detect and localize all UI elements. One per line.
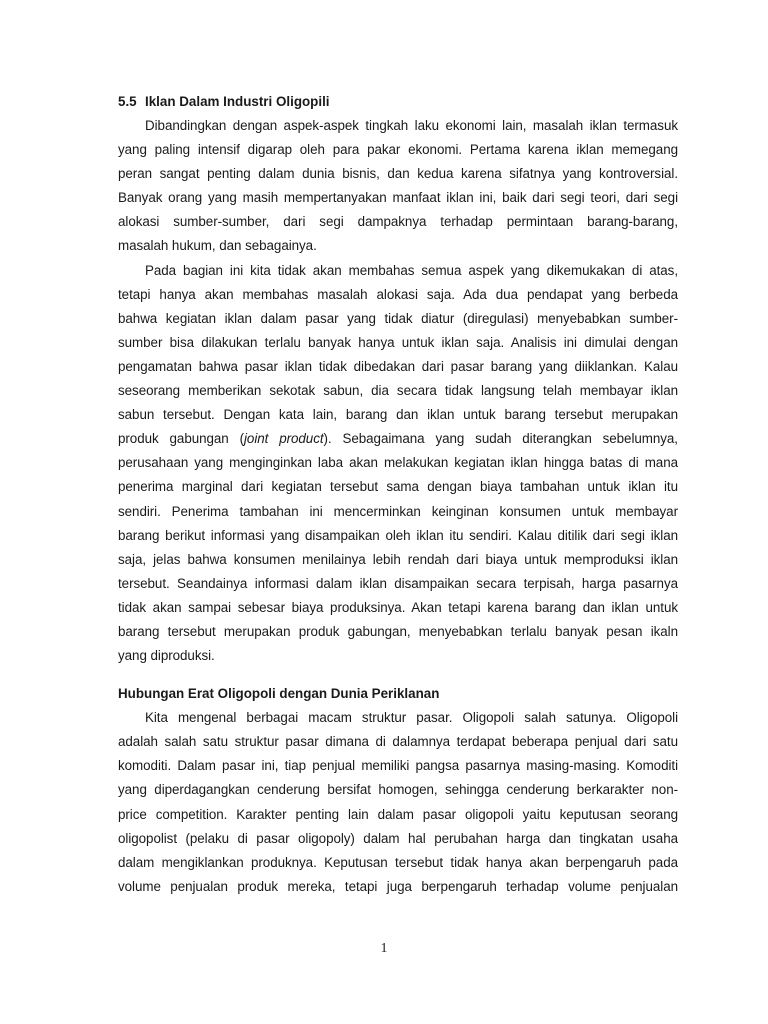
section-heading-5-5 bbox=[118, 90, 678, 114]
text-line: alokasi sumber-sumber, dari segi dampaknya terhadap permintaan barang-barang, bbox=[118, 214, 678, 230]
text-line: tidak akan sampai sebesar biaya produksinya. Akan tetapi karena barang dan iklan untuk bbox=[118, 599, 678, 615]
text-line: tersebut. Seandainya informasi dalam iklan disampaikan secara terpisah, harga pasarnya bbox=[118, 575, 678, 591]
text-line: adalah salah satu struktur pasar dimana di dalamnya terdapat beberapa penjual dari satu bbox=[118, 734, 678, 750]
paragraph-1 bbox=[118, 114, 678, 259]
section-heading-oligopoli: Hubungan Erat Oligopoli dengan Dunia Periklanan bbox=[118, 686, 440, 702]
paragraph-2 bbox=[118, 259, 678, 669]
text-line: penerima marginal dari kegiatan tersebut sama dengan biaya tambahan untuk iklan itu bbox=[118, 479, 678, 495]
text-line: sumber bisa dilakukan terlalu banyak hanya untuk iklan saja. Analisis ini dimulai dengan bbox=[118, 334, 678, 350]
italic-term: joint product bbox=[244, 431, 324, 447]
text-line: oligopolist (pelaku di pasar oligopoly) dalam hal perubahan harga dan tingkatan usaha bbox=[118, 830, 678, 846]
text-line: yang paling intensif digarap oleh para pakar ekonomi. Pertama karena iklan memegang bbox=[118, 142, 678, 158]
text-line: barang berikut informasi yang disampaikan oleh iklan itu sendiri. Kalau ditilik dari segi iklan bbox=[118, 527, 678, 543]
text-line: dalam mengiklankan produknya. Keputusan tersebut tidak hanya akan berpengaruh pada bbox=[118, 854, 678, 870]
text-line: volume penjualan produk mereka, tetapi juga berpengaruh terhadap volume penjualan bbox=[118, 878, 678, 894]
spacer bbox=[118, 668, 678, 682]
text-line: yang diperdagangkan cenderung bersifat homogen, sehingga cenderung berkarakter non- bbox=[118, 782, 678, 798]
text-line: Kita mengenal berbagai macam struktur pasar. Oligopoli salah satunya. Oligopoli bbox=[145, 710, 678, 726]
text-line: seseorang memberikan sekotak sabun, dia secara tidak langsung telah membayar iklan bbox=[118, 383, 678, 399]
text-line: perusahaan yang menginginkan laba akan melakukan kegiatan iklan hingga batas di mana bbox=[118, 455, 678, 471]
text-line-mixed bbox=[118, 427, 678, 451]
section-number: 5.5 bbox=[118, 94, 137, 109]
text-line: Banyak orang yang masih mempertanyakan manfaat iklan ini, baik dari segi teori, dari segi bbox=[118, 190, 678, 206]
text-line: Pada bagian ini kita tidak akan membahas semua aspek yang dikemukakan di atas, bbox=[145, 262, 678, 278]
section-title: Iklan Dalam Industri Oligopili bbox=[145, 94, 330, 109]
text-line: bahwa kegiatan iklan dalam pasar yang tidak diatur (diregulasi) menyebabkan sumber- bbox=[118, 310, 678, 326]
text-line: sendiri. Penerima tambahan ini mencerminkan keinginan konsumen untuk membayar bbox=[118, 503, 678, 519]
text-line: komoditi. Dalam pasar ini, tiap penjual memiliki pangsa pasarnya masing-masing. Komoditi bbox=[118, 758, 678, 774]
text-line: yang diproduksi. bbox=[118, 648, 215, 664]
text-run: ). Sebagaimana yang sudah diterangkan sebelumnya, bbox=[323, 431, 678, 447]
text-line: sabun tersebut. Dengan kata lain, barang dan iklan untuk barang tersebut merupakan bbox=[118, 407, 678, 423]
text-line: Dibandingkan dengan aspek-aspek tingkah laku ekonomi lain, masalah iklan termasuk bbox=[145, 118, 678, 133]
text-line: saja, jelas bahwa konsumen menilainya lebih rendah dari biaya untuk memproduksi iklan bbox=[118, 551, 678, 567]
text-line: price competition. Karakter penting lain dalam pasar oligopoli yaitu keputusan seorang bbox=[118, 806, 678, 822]
paragraph-3 bbox=[118, 706, 678, 899]
text-run: produk gabungan ( bbox=[118, 431, 244, 447]
text-line: barang tersebut merupakan produk gabungan, menyebabkan terlalu banyak pesan ikaln bbox=[118, 623, 678, 639]
text-line: tetapi hanya akan membahas masalah alokasi saja. Ada dua pendapat yang berbeda bbox=[118, 286, 678, 302]
text-line: pengamatan bahwa pasar iklan tidak dibedakan dari pasar barang yang diiklankan. Kalau bbox=[118, 358, 678, 374]
text-line: peran sangat penting dalam dunia bisnis, dan kedua karena sifatnya yang kontroversial. bbox=[118, 166, 678, 182]
page-number: 1 bbox=[380, 941, 388, 956]
text-line: masalah hukum, dan sebagainya. bbox=[118, 238, 317, 254]
document-body bbox=[118, 90, 678, 899]
